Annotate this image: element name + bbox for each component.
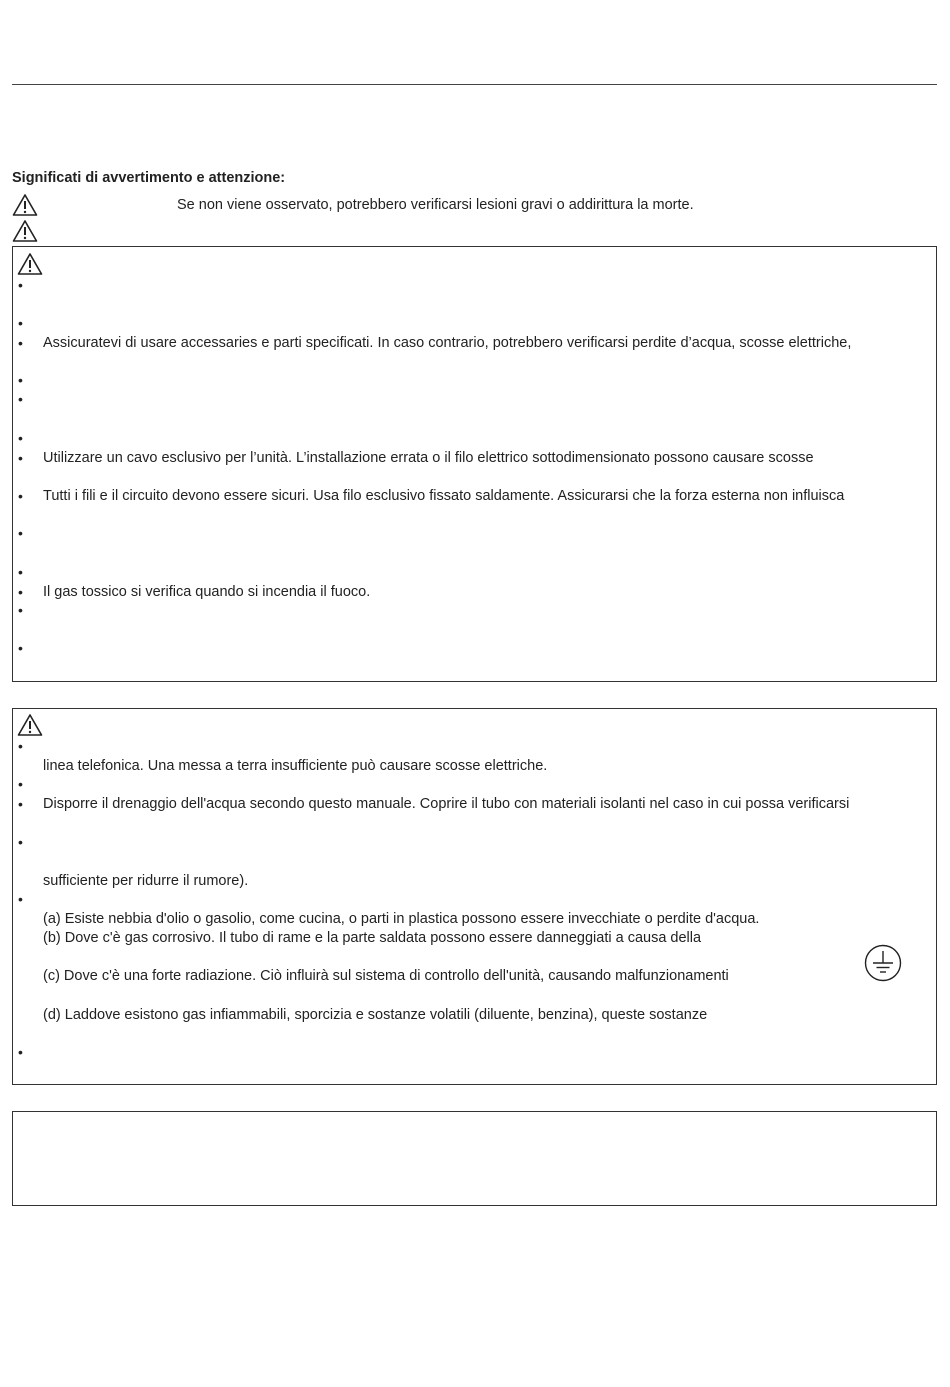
- list-item: Tutti i fili e il circuito devono essere sicuri. Usa filo esclusivo fissato saldamente. Assicurarsi che la forza esterna non influisca: [43, 488, 845, 504]
- bullet: •: [18, 738, 23, 754]
- warning-meaning-text: Se non viene osservato, potrebbero verificarsi lesioni gravi o addirittura la morte.: [177, 197, 694, 213]
- bullet: •: [18, 372, 23, 388]
- bullet: •: [18, 525, 23, 541]
- warning-triangle-icon: [17, 713, 43, 737]
- bullet: •: [18, 584, 23, 600]
- sub-item: (b) Dove c'è gas corrosivo. Il tubo di rame e la parte saldata possono essere danneggiati a causa della: [43, 930, 702, 946]
- list-item: Utilizzare un cavo esclusivo per l’unità. L’installazione errata o il filo elettrico sottodimensionato possono causare scosse: [43, 450, 814, 466]
- list-item: Il gas tossico si verifica quando si incendia il fuoco.: [43, 584, 371, 600]
- list-item: Disporre il drenaggio dell'acqua secondo questo manuale. Coprire il tubo con materiali isolanti nel caso in cui possa verificarsi: [43, 796, 850, 812]
- sub-item: (d) Laddove esistono gas infiammabili, sporcizia e sostanze volatili (diluente, benzina), queste sostanze: [43, 1007, 708, 1023]
- bullet: •: [18, 776, 23, 792]
- list-item: Assicuratevi di usare accessaries e parti specificati. In caso contrario, potrebbero verificarsi perdite d’acqua, scosse elettriche,: [43, 335, 852, 351]
- bullet: •: [18, 315, 23, 331]
- bullet: •: [18, 796, 23, 812]
- sub-item: (c) Dove c'è una forte radiazione. Ciò influirà sul sistema di controllo dell'unità, causando malfunzionamenti: [43, 968, 729, 984]
- ground-symbol-icon: [864, 944, 902, 986]
- warning-triangle-icon: [12, 193, 38, 217]
- sub-item: (a) Esiste nebbia d'olio o gasolio, come cucina, o parti in plastica possono essere invecchiate o perdite d'acqua.: [43, 911, 760, 927]
- list-item-continuation: linea telefonica. Una messa a terra insufficiente può causare scosse elettriche.: [43, 758, 548, 774]
- bullet: •: [18, 602, 23, 618]
- bullet: •: [18, 488, 23, 504]
- bullet: •: [18, 891, 23, 907]
- bullet: •: [18, 1044, 23, 1060]
- bullet: •: [18, 430, 23, 446]
- bullet: •: [18, 335, 23, 351]
- bullet: •: [18, 564, 23, 580]
- bullet: •: [18, 640, 23, 656]
- bullet: •: [18, 391, 23, 407]
- bullet: •: [18, 277, 23, 293]
- top-rule: [12, 84, 937, 85]
- bullet: •: [18, 450, 23, 466]
- warning-triangle-icon: [12, 219, 38, 243]
- warning-triangle-icon: [17, 252, 43, 276]
- section-heading: Significati di avvertimento e attenzione:: [12, 170, 286, 186]
- note-box: [12, 1111, 937, 1206]
- list-item-continuation: sufficiente per ridurre il rumore).: [43, 873, 249, 889]
- bullet: •: [18, 834, 23, 850]
